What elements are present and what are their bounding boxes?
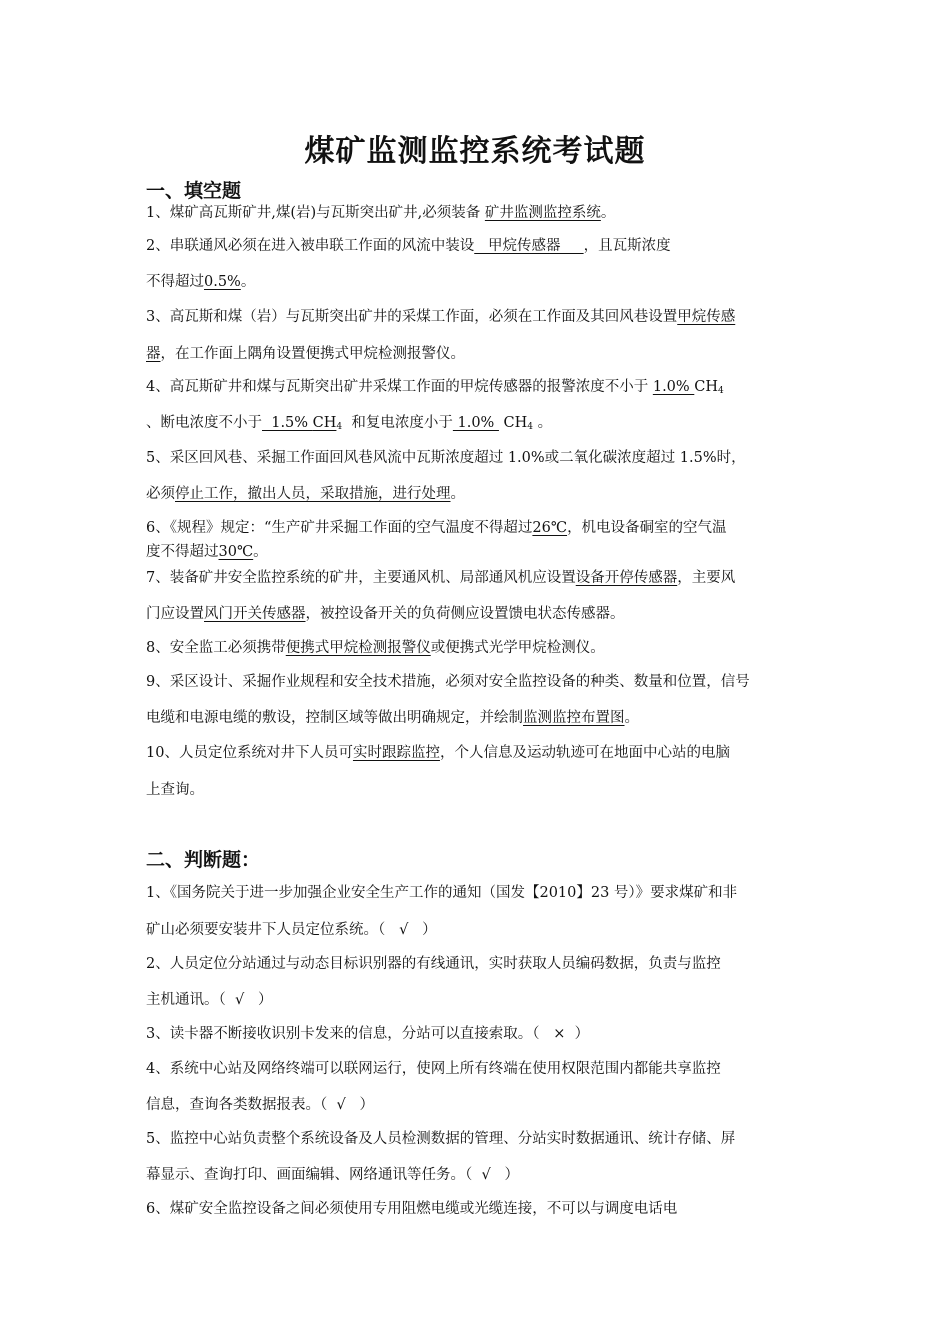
question-2 <box>146 236 671 256</box>
question-9 <box>146 672 750 692</box>
question-text: 、断电浓度不小于 <box>146 415 262 431</box>
question-text: 2、串联通风必须在进入被串联工作面的风流中装设 <box>146 238 475 254</box>
answer-blank: 实时跟踪监控 <box>352 745 440 761</box>
question-text: 度不得超过 <box>146 544 219 560</box>
unit-text: CH <box>312 415 337 431</box>
question-text: ，且瓦斯浓度 <box>583 238 671 254</box>
answer-blank: 1.0% <box>452 415 499 431</box>
question-text: ，在工作面上隅角设置便携式甲烷检测报警仪。 <box>160 346 465 362</box>
unit-text: CH <box>498 415 528 431</box>
question-3 <box>146 307 735 327</box>
question-text: 1、煤矿高瓦斯矿井,煤(岩)与瓦斯突出矿井,必须装备 <box>146 205 485 221</box>
question-text: ，个人信息及运动轨迹可在地面中心站的电脑 <box>439 745 730 761</box>
question-text: 。 <box>253 544 268 560</box>
question-text: 。 <box>240 274 256 290</box>
answer-blank: 风门开关传感器 <box>204 606 306 622</box>
question-text: 5、采区回风巷、采掘工作面回风巷风流中瓦斯浓度超过 1.0%或二氧化碳浓度超过 1.5%时， <box>146 450 746 466</box>
answer-blank: 甲烷传感器 <box>474 238 584 254</box>
answer-blank: 器 <box>146 346 161 362</box>
question-text: 电缆和电源电缆的敷设，控制区域等做出明确规定，并绘制 <box>146 710 523 726</box>
section-heading-true-false: 二、判断题： <box>146 849 261 871</box>
question-10-line-2 <box>146 780 204 800</box>
question-text: ，被控设备开关的负荷侧应设置馈电状态传感器。 <box>305 606 625 622</box>
question-1 <box>146 203 615 223</box>
subscript: 4 <box>336 422 343 432</box>
question-text: 。 <box>600 205 616 221</box>
answer-blank: 1.5% <box>262 415 313 431</box>
answer-blank: 1.0% <box>652 379 695 395</box>
judge-question-4-line-2: 信息，查询各类数据报表。（ √ ） <box>146 1097 375 1113</box>
judge-question-5-line-2: 幕显示、查询打印、画面编辑、网络通讯等任务。（ √ ） <box>146 1167 520 1183</box>
question-text: 不得超过 <box>146 274 204 290</box>
answer-blank: 30℃ <box>218 544 254 560</box>
question-text: ，机电设备硐室的空气温 <box>567 520 727 536</box>
document-title: 煤矿监测监控系统考试题 <box>304 134 646 169</box>
question-text: 4、高瓦斯矿井和煤与瓦斯突出矿井采煤工作面的甲烷传感器的报警浓度不小于 <box>146 379 653 395</box>
question-4 <box>146 377 724 401</box>
section-heading-fill-blank: 一、填空题 <box>146 180 242 202</box>
question-text: 门应设置 <box>146 606 204 622</box>
question-text: 必须 <box>146 486 175 502</box>
unit-text: CH <box>694 379 719 395</box>
judge-question-1: 1、《国务院关于进一步加强企业安全生产工作的通知（国发【2010】23 号）》要求煤矿和非 <box>146 885 738 901</box>
answer-blank: 甲烷传感 <box>677 309 736 325</box>
answer-blank: 设备开停传感器 <box>575 570 678 586</box>
judge-question-4: 4、系统中心站及网络终端可以联网运行，使网上所有终端在使用权限范围内都能共享监控 <box>146 1061 721 1077</box>
question-text: 或便携式光学甲烷检测仪。 <box>430 640 605 656</box>
judge-question-1-line-2: 矿山必须要安装井下人员定位系统。（ √ ） <box>146 922 437 938</box>
answer-blank: 矿井监测监控系统 <box>484 205 601 221</box>
answer-blank: 0.5% <box>204 274 241 290</box>
question-text: 8、安全监工必须携带 <box>146 640 286 656</box>
judge-question-6: 6、煤矿安全监控设备之间必须使用专用阻燃电缆或光缆连接，不可以与调度电话电 <box>146 1201 678 1217</box>
question-10 <box>146 743 730 763</box>
subscript: 4 <box>718 386 724 396</box>
question-text: 10、人员定位系统对井下人员可 <box>146 745 353 761</box>
question-text: 7、装备矿井安全监控系统的矿井，主要通风机、局部通风机应设置 <box>146 570 576 586</box>
question-6-line-2 <box>146 542 268 562</box>
question-5-line-2 <box>146 484 465 504</box>
question-6 <box>146 518 727 538</box>
answer-blank: 26℃ <box>532 520 568 536</box>
question-text: 6、《规程》规定：“生产矿井采掘工作面的空气温度不得超过 <box>146 520 533 536</box>
question-text: 9、采区设计、采掘作业规程和安全技术措施，必须对安全监控设备的种类、数量和位置，信号 <box>146 674 750 690</box>
question-text: 和复电浓度小于 <box>342 415 453 431</box>
question-text: 。 <box>450 486 465 502</box>
question-text: 上查询。 <box>146 782 204 798</box>
question-2-line-2 <box>146 272 255 292</box>
answer-blank: 便携式甲烷检测报警仪 <box>285 640 431 656</box>
answer-blank: 监测监控布置图 <box>523 710 625 726</box>
judge-question-3: 3、读卡器不断接收识别卡发来的信息，分站可以直接索取。（ × ） <box>146 1026 590 1042</box>
judge-question-2: 2、人员定位分站通过与动态目标识别器的有线通讯，实时获取人员编码数据，负责与监控 <box>146 956 721 972</box>
question-text: 。 <box>533 415 553 431</box>
question-7-line-2 <box>146 604 625 624</box>
question-8 <box>146 638 605 658</box>
question-9-line-2 <box>146 708 639 728</box>
question-5 <box>146 448 746 468</box>
question-4-line-2 <box>146 413 552 437</box>
question-3-line-2 <box>146 344 465 364</box>
question-text: 。 <box>624 710 639 726</box>
judge-question-2-line-2: 主机通讯。（ √ ） <box>146 992 273 1008</box>
question-text: 3、高瓦斯和煤（岩）与瓦斯突出矿井的采煤工作面，必须在工作面及其回风巷设置 <box>146 309 678 325</box>
subscript: 4 <box>527 422 534 432</box>
question-7 <box>146 568 735 588</box>
judge-question-5: 5、监控中心站负责整个系统设备及人员检测数据的管理、分站实时数据通讯、统计存储、屏 <box>146 1131 736 1147</box>
question-text: ，主要风 <box>677 570 736 586</box>
answer-blank: 停止工作，撤出人员，采取措施，进行处理 <box>175 486 451 502</box>
